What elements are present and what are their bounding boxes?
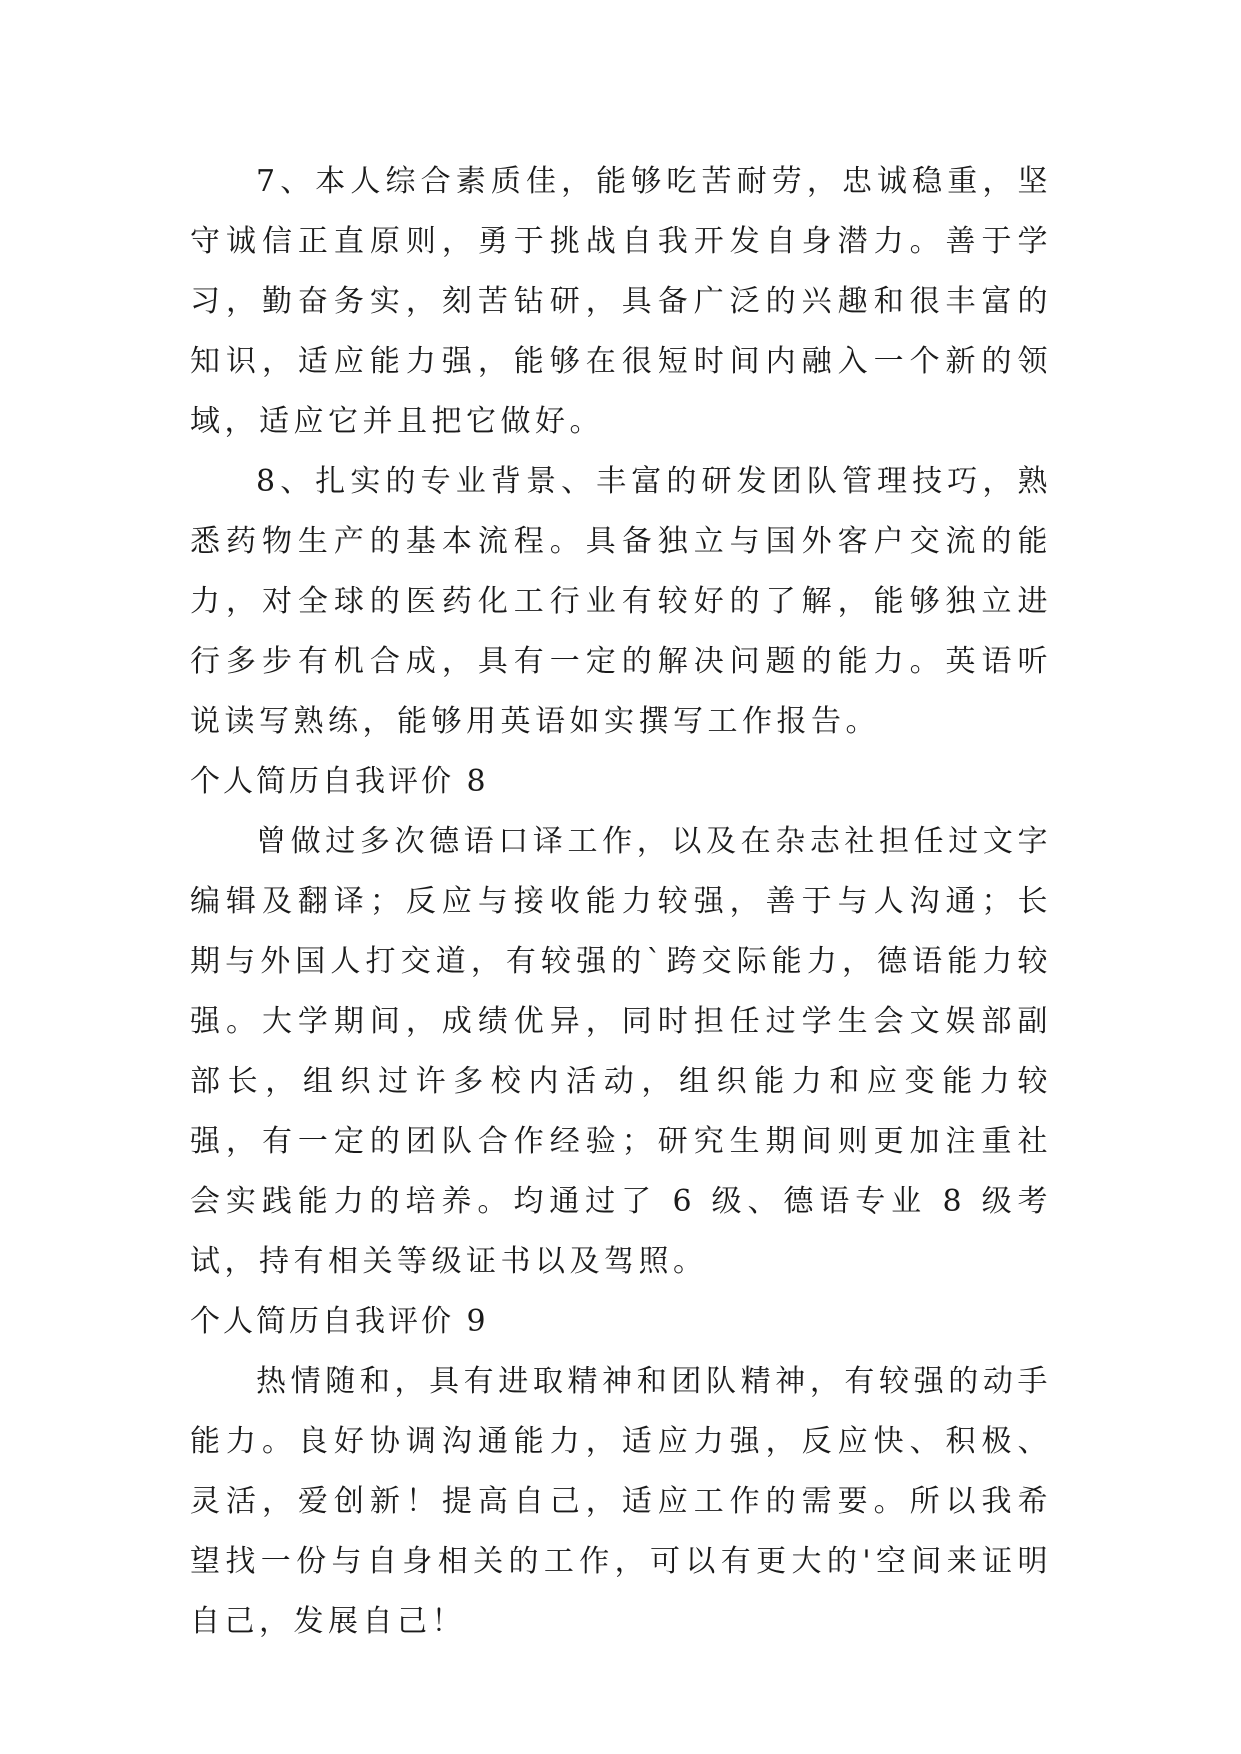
section-heading-9: 个人简历自我评价 9 xyxy=(190,1304,489,1339)
section-heading-8: 个人简历自我评价 8 xyxy=(190,764,489,799)
paragraph-item-7: 7、本人综合素质佳，能够吃苦耐劳，忠诚稳重，坚守诚信正直原则，勇于挑战自我开发自身潜力。善于学习，勤奋务实，刻苦钻研，具备广泛的兴趣和很丰富的知识，适应能力强，能够在很短时间内融入一个新的领域，适应它并且把它做好。 xyxy=(190,164,1052,439)
paragraph-item-8: 8、扎实的专业背景、丰富的研发团队管理技巧，熟悉药物生产的基本流程。具备独立与国外客户交流的能力，对全球的医药化工行业有较好的了解，能够独立进行多步有机合成，具有一定的解决问题的能力。英语听说读写熟练，能够用英语如实撰写工作报告。 xyxy=(190,464,1052,739)
document-body xyxy=(190,152,1052,1652)
paragraph-self-evaluation-9: 热情随和，具有进取精神和团队精神，有较强的动手能力。良好协调沟通能力，适应力强，反应快、积极、灵活，爱创新！提高自己，适应工作的需要。所以我希望找一份与自身相关的工作，可以有更大的'空间来证明自己，发展自己！ xyxy=(190,1364,1052,1639)
paragraph-self-evaluation-8: 曾做过多次德语口译工作，以及在杂志社担任过文字编辑及翻译；反应与接收能力较强，善于与人沟通；长期与外国人打交道，有较强的`跨交际能力，德语能力较强。大学期间，成绩优异，同时担任过学生会文娱部副部长，组织过许多校内活动，组织能力和应变能力较强，有一定的团队合作经验；研究生期间则更加注重社会实践能力的培养。均通过了 6 级、德语专业 8 级考试，持有相关等级证书以及驾照。 xyxy=(190,824,1052,1279)
